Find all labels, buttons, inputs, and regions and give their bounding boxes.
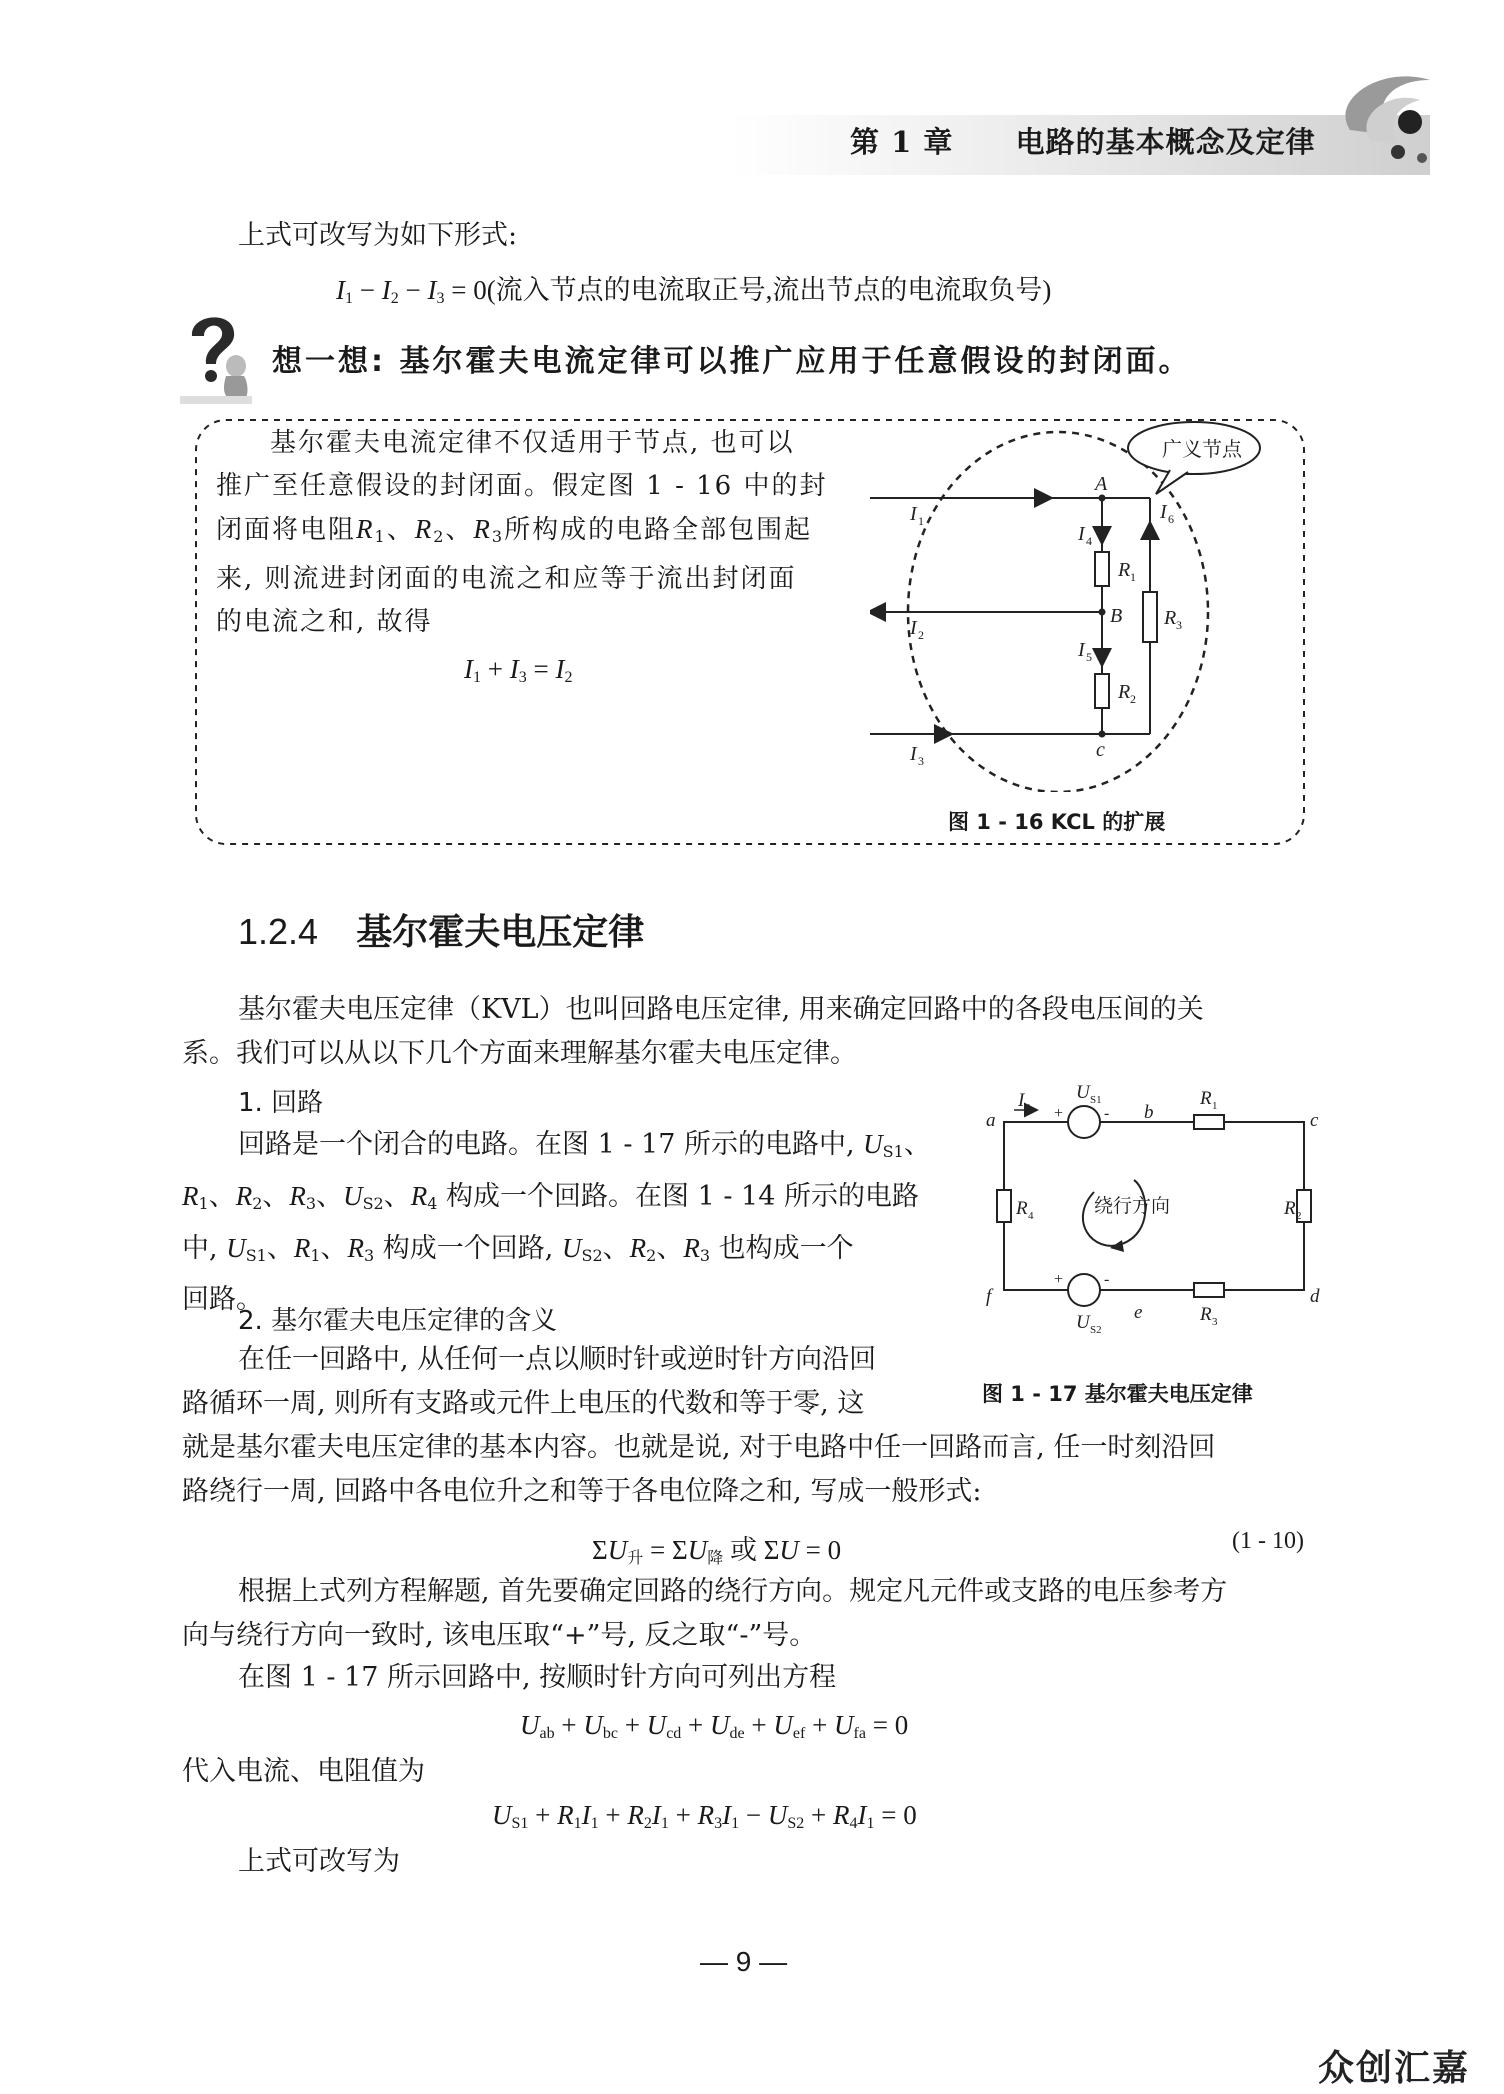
svg-text:+: +	[1054, 1271, 1064, 1288]
box-line-3: 闭面将电阻$R_1$、$R_2$、$R_3$所构成的电路全部包围起	[216, 514, 813, 546]
box-line-2: 推广至任意假设的封闭面。假定图 1 - 16 中的封	[216, 471, 828, 501]
equation-number-1-10: (1 - 10)	[1232, 1528, 1304, 1554]
page-number: — 9 —	[700, 1946, 788, 1977]
figure-1-16-kcl-circuit	[870, 412, 1290, 792]
svg-text:I: I	[1078, 523, 1085, 545]
svg-text:b: b	[1144, 1102, 1154, 1123]
svg-text:c: c	[1096, 739, 1105, 761]
svg-text:R: R	[1118, 559, 1131, 581]
subheading-kvl-meaning: 2. 基尔霍夫电压定律的含义	[238, 1306, 558, 1336]
svg-text:e: e	[1134, 1302, 1143, 1323]
svg-text:I: I	[1078, 639, 1085, 661]
question-figure-icon	[180, 306, 252, 404]
svg-text:S1: S1	[1090, 1094, 1102, 1106]
svg-text:U: U	[1076, 1312, 1090, 1333]
svg-text:3: 3	[918, 754, 924, 768]
svg-text:a: a	[986, 1110, 996, 1131]
think-heading: 想一想: 基尔霍夫电流定律可以推广应用于任意假设的封闭面。	[272, 344, 1192, 379]
page-header	[730, 60, 1430, 180]
figure-1-17-caption: 图 1 - 17 基尔霍夫电压定律	[982, 1382, 1253, 1406]
figure-1-17-kvl-circuit	[984, 1080, 1324, 1340]
intro-equation-note: = 0(流入节点的电流取正号,流出节点的电流取负号)	[451, 275, 1052, 305]
svg-text:+: +	[1054, 1105, 1064, 1122]
paragraph-4: 根据上式列方程解题, 首先要确定回路的绕行方向。规定凡元件或支路的电压参考方 向与绕行方向一致时, 该电压取“+”号, 反之取“-”号。	[182, 1576, 1228, 1651]
paragraph-5: 在图 1 - 17 所示回路中, 按顺时针方向可列出方程	[238, 1662, 837, 1693]
svg-text:-: -	[1104, 1105, 1110, 1122]
svg-text:I: I	[1018, 1090, 1025, 1111]
svg-text:1: 1	[918, 514, 924, 528]
box-line-1: 基尔霍夫电流定律不仅适用于节点, 也可以	[270, 428, 795, 458]
svg-text:R: R	[1200, 1088, 1212, 1109]
header-chapter: 第 1 章	[850, 125, 954, 159]
svg-text:3: 3	[1212, 1316, 1218, 1328]
svg-text:4: 4	[1028, 1210, 1034, 1222]
substituted-equation: $U_{S1} + R_1I_1 + R_2I_1 + R_3I_1 - U_{S2} + R_4I_1 = 0$	[492, 1800, 917, 1832]
box-equation: $I_1 + I_3 = I_2$	[464, 654, 573, 686]
svg-text:I: I	[1160, 501, 1167, 523]
svg-text:4: 4	[1086, 534, 1092, 548]
svg-text:2: 2	[918, 628, 924, 642]
svg-text:f: f	[986, 1286, 992, 1307]
svg-text:1: 1	[1026, 1102, 1032, 1114]
svg-text:R: R	[1200, 1304, 1212, 1325]
paragraph-6: 代入电流、电阻值为	[182, 1756, 425, 1787]
svg-text:2: 2	[1296, 1210, 1302, 1222]
svg-text:1: 1	[1130, 570, 1136, 584]
svg-text:3: 3	[1176, 618, 1182, 632]
svg-text:R: R	[1284, 1198, 1296, 1219]
svg-text:S2: S2	[1090, 1324, 1102, 1336]
loop-direction-label: 绕行方向	[1094, 1195, 1171, 1217]
kcl-extension-box	[188, 412, 1312, 852]
paragraph-7: 上式可改写为	[238, 1846, 400, 1877]
bubble-label: 广义节点	[1162, 437, 1242, 461]
figure-1-16-caption: 图 1 - 16 KCL 的扩展	[948, 810, 1166, 834]
svg-text:6: 6	[1168, 512, 1174, 526]
svg-text:A: A	[1095, 473, 1108, 495]
svg-text:R: R	[1016, 1198, 1028, 1219]
paragraph-3: 在任一回路中, 从任何一点以顺时针或逆时针方向沿回 路循环一周, 则所有支路或元件上电压的代数和等于零, 这 就是基尔霍夫电压定律的基本内容。也就是说, 对于电路中任一回路而言, 任一时刻沿回 路绕行一周, 回路中各电位升之和等于各电位降之和, 写成一般形式:	[182, 1344, 1216, 1507]
section-heading	[238, 904, 644, 955]
loop-equation: $U_{ab} + U_{bc} + U_{cd} + U_{de} + U_{ef} + U_{fa} = 0$	[520, 1710, 909, 1742]
svg-text:1: 1	[1212, 1100, 1218, 1112]
subheading-loop: 1. 回路	[238, 1088, 324, 1118]
box-line-5: 的电流之和, 故得	[216, 607, 433, 637]
svg-text:B: B	[1110, 605, 1123, 627]
intro-equation: $I_1 - I_2 - I_3 = 0$(流入节点的电流取正号,流出节点的电流取负号)	[336, 275, 1052, 307]
svg-text:d: d	[1310, 1286, 1320, 1307]
svg-text:c: c	[1310, 1110, 1319, 1131]
svg-text:I: I	[910, 617, 917, 639]
header-title: 电路的基本概念及定律	[1015, 125, 1316, 159]
svg-text:I: I	[910, 743, 917, 765]
intro-line: 上式可改写为如下形式:	[238, 220, 518, 251]
svg-text:R: R	[1164, 607, 1177, 629]
section-title: 基尔霍夫电压定律	[356, 912, 645, 953]
box-line-4: 来, 则流进封闭面的电流之和应等于流出封闭面	[216, 564, 797, 594]
paragraph-1: 基尔霍夫电压定律（KVL）也叫回路电压定律, 用来确定回路中的各段电压间的关 系。我们可以从以下几个方面来理解基尔霍夫电压定律。	[182, 994, 1204, 1069]
watermark-text: 众创汇嘉	[1318, 2048, 1471, 2089]
paragraph-2: 回路是一个闭合的电路。在图 1 - 17 所示的电路中, $U_{S1}$、 $R_1$、$R_2$、$R_3$、$U_{S2}$、$R_4$ 构成一个回路。在图 1 - 14 所示的电路 中, $U_{S1}$、$R_1$、$R_3$ 构成一个回路, $U_{S2}$、$R_2$、$R_3$ 也构成一个 回路。	[182, 1129, 931, 1315]
kvl-general-equation: $\Sigma U_升 = \Sigma U_降$ 或 ΣU = 0	[592, 1535, 842, 1567]
svg-text:U: U	[1076, 1082, 1090, 1103]
svg-text:R: R	[1118, 681, 1131, 703]
svg-text:5: 5	[1086, 650, 1092, 664]
svg-text:I: I	[910, 503, 917, 525]
section-number: 1.2.4	[238, 911, 319, 952]
svg-text:-: -	[1104, 1271, 1110, 1288]
svg-text:2: 2	[1130, 692, 1136, 706]
